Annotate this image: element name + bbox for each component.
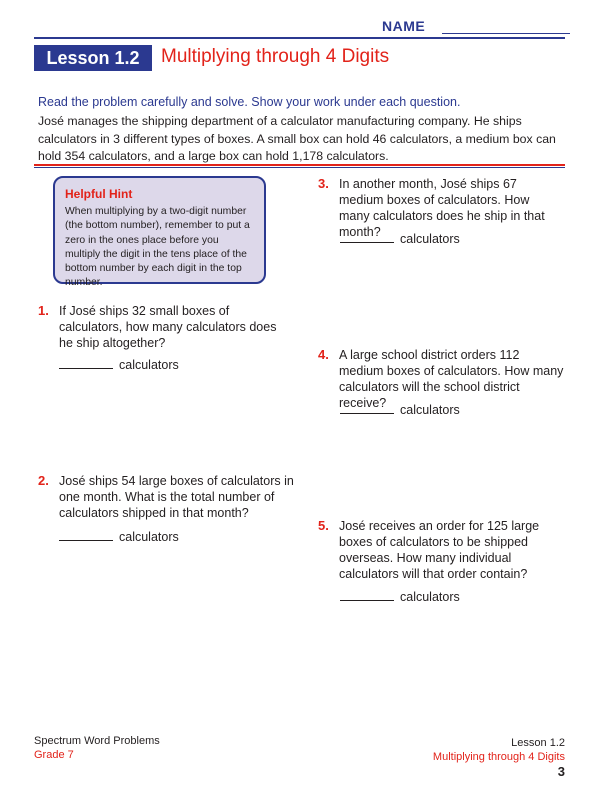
footer-left (34, 734, 160, 762)
footer-grade: Grade 7 (34, 749, 74, 761)
answer-5 (340, 590, 460, 604)
answer-unit: calculators (400, 403, 460, 417)
section-divider-blue (34, 167, 565, 168)
section-divider-red (34, 164, 565, 166)
footer-lesson: Lesson 1.2 (511, 737, 565, 749)
answer-1 (59, 358, 179, 372)
answer-blank[interactable] (340, 232, 394, 243)
footer-lesson-title: Multiplying through 4 Digits (432, 751, 565, 763)
helpful-hint-box (53, 176, 266, 289)
answer-4 (340, 403, 460, 417)
answer-blank[interactable] (59, 530, 113, 541)
footer-book-title: Spectrum Word Problems (34, 735, 160, 747)
instructions: Read the problem carefully and solve. Show your work under each question. (38, 95, 461, 109)
lesson-title: Multiplying through 4 Digits (161, 46, 390, 67)
question-number: 4. (318, 347, 329, 362)
title-rule (34, 37, 565, 39)
name-line[interactable] (442, 33, 570, 34)
name-label: NAME (382, 18, 426, 34)
hint-text: When multiplying by a two-digit number (the bottom number), remember to put a zero in the ones place before you multiply the digit in the tens place of the bottom number by each digit in the top number. (65, 206, 250, 289)
question-text: If José ships 32 small boxes of calculators, how many calculators does he ship altogether? (59, 304, 277, 350)
hint-title: Helpful Hint (65, 187, 133, 201)
question-text: A large school district orders 112 medium boxes of calculators. How many calculators will the school district receive? (339, 348, 564, 410)
answer-unit: calculators (119, 530, 179, 544)
answer-blank[interactable] (59, 358, 113, 369)
intro-paragraph: José manages the shipping department of a calculator manufacturing company. He ships calculators in 3 different types of boxes. A small box can hold 46 calculators, a medium box can hold 354 calculators, and a large box can hold 1,178 calculators. (38, 114, 556, 163)
answer-blank[interactable] (340, 403, 394, 414)
footer-right (433, 736, 565, 764)
page-number: 3 (557, 764, 565, 779)
question-number: 5. (318, 518, 329, 533)
question-number: 1. (38, 303, 49, 318)
question-number: 2. (38, 473, 49, 488)
name-field (382, 18, 572, 38)
answer-unit: calculators (400, 232, 460, 246)
answer-unit: calculators (400, 590, 460, 604)
question-number: 3. (318, 176, 329, 191)
question-text: José ships 54 large boxes of calculators in one month. What is the total number of calculators shipped in that month? (59, 474, 294, 520)
answer-blank[interactable] (340, 590, 394, 601)
answer-unit: calculators (119, 358, 179, 372)
answer-3 (340, 232, 460, 246)
answer-2 (59, 530, 179, 544)
question-text: In another month, José ships 67 medium boxes of calculators. How many calculators does he ship in that month? (339, 177, 545, 239)
question-text: José receives an order for 125 large boxes of calculators to be shipped overseas. How many individual calculators will that order contain? (339, 519, 540, 581)
lesson-badge: Lesson 1.2 (34, 45, 152, 71)
